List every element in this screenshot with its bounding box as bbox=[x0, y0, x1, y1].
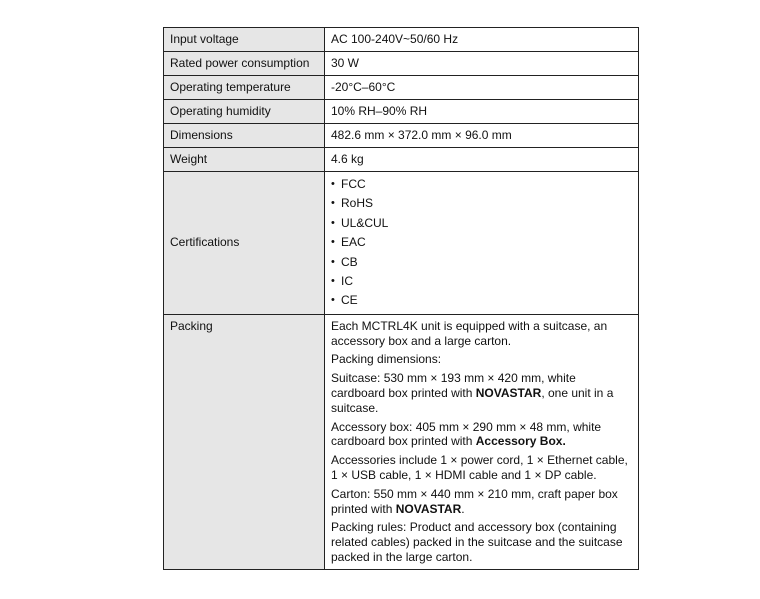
spec-row-certifications bbox=[164, 172, 639, 315]
spec-value: AC 100-240V~50/60 Hz bbox=[325, 28, 639, 52]
packing-accessories: Accessories include 1 × power cord, 1 × Ethernet cable, 1 × USB cable, 1 × HDMI cable and 1 × DP cable. bbox=[331, 453, 628, 482]
list-item: • EAC bbox=[331, 233, 632, 252]
spec-label: Certifications bbox=[164, 172, 325, 315]
spec-label: Weight bbox=[164, 148, 325, 172]
list-item: • UL&CUL bbox=[331, 214, 632, 233]
specifications-table bbox=[163, 27, 639, 570]
packing-suitcase: Suitcase: 530 mm × 193 mm × 420 mm, white cardboard box printed with NOVASTAR, one unit in a suitcase. bbox=[331, 371, 614, 415]
spec-row-operating-humidity bbox=[164, 100, 639, 124]
spec-row-input-voltage bbox=[164, 28, 639, 52]
spec-label: Operating temperature bbox=[164, 76, 325, 100]
spec-row-packing bbox=[164, 314, 639, 569]
list-item: • CE bbox=[331, 291, 632, 310]
list-item: • RoHS bbox=[331, 194, 632, 213]
packing-dimensions-heading: Packing dimensions: bbox=[331, 352, 442, 367]
list-item: • FCC bbox=[331, 175, 632, 194]
spec-row-operating-temperature bbox=[164, 76, 639, 100]
spec-label: Rated power consumption bbox=[164, 52, 325, 76]
certifications-cell bbox=[325, 172, 639, 315]
spec-row-dimensions bbox=[164, 124, 639, 148]
list-item: • CB bbox=[331, 253, 632, 272]
spec-value: -20°C–60°C bbox=[325, 76, 639, 100]
certifications-list bbox=[331, 175, 632, 311]
spec-value: 10% RH–90% RH bbox=[325, 100, 639, 124]
spec-value: 4.6 kg bbox=[325, 148, 639, 172]
spec-row-power-consumption bbox=[164, 52, 639, 76]
packing-rules: Packing rules: Product and accessory box (containing related cables) packed in the suitcase and the suitcase packed in the large carton. bbox=[331, 520, 623, 564]
spec-value: 30 W bbox=[325, 52, 639, 76]
list-item: • IC bbox=[331, 272, 632, 291]
spec-label: Input voltage bbox=[164, 28, 325, 52]
spec-row-weight bbox=[164, 148, 639, 172]
packing-carton: Carton: 550 mm × 440 mm × 210 mm, craft paper box printed with NOVASTAR. bbox=[331, 486, 618, 516]
packing-accessory-box: Accessory box: 405 mm × 290 mm × 48 mm, white cardboard box printed with Accessory Box. bbox=[331, 419, 602, 449]
spec-label: Dimensions bbox=[164, 124, 325, 148]
spec-label: Packing bbox=[164, 314, 325, 569]
packing-cell bbox=[325, 314, 639, 569]
packing-intro: Each MCTRL4K unit is equipped with a suitcase, an accessory box and a large carton. bbox=[331, 318, 608, 348]
spec-value: 482.6 mm × 372.0 mm × 96.0 mm bbox=[325, 124, 639, 148]
spec-label: Operating humidity bbox=[164, 100, 325, 124]
